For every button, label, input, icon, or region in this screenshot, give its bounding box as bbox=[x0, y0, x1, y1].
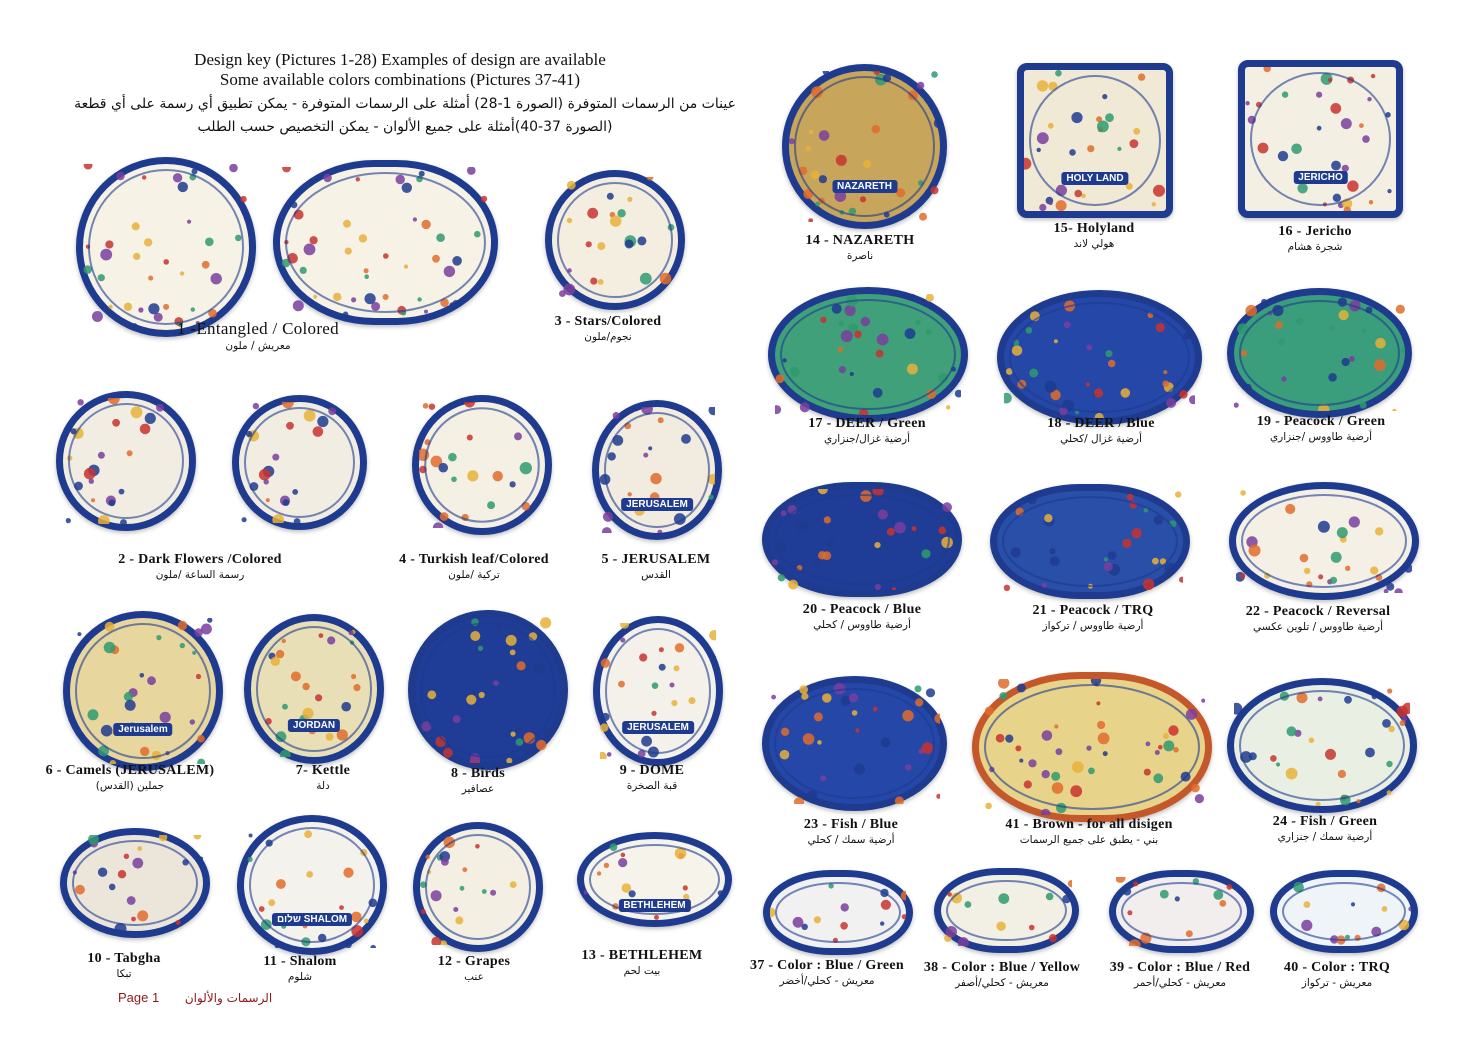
caption-title: 18 - DEER / Blue bbox=[1047, 416, 1155, 431]
caption-6 bbox=[46, 763, 215, 792]
caption-arabic: أرضية طاووس /جنزاري bbox=[1269, 431, 1373, 443]
plate-39 bbox=[1109, 870, 1254, 953]
caption-24 bbox=[1273, 814, 1377, 843]
plate-10 bbox=[60, 828, 210, 938]
caption-18 bbox=[1047, 416, 1154, 445]
plate-19 bbox=[1227, 288, 1412, 418]
caption-title: 3 - Stars/Colored bbox=[554, 314, 662, 329]
caption-arabic: معريش - كحلي/أحمر bbox=[1133, 977, 1227, 989]
plate-pattern bbox=[789, 71, 940, 222]
caption-arabic: رسمة الساعة /ملون bbox=[155, 569, 245, 581]
caption-title: 12 - Grapes bbox=[437, 954, 511, 969]
caption-arabic: أرضية غزال/جنزاري bbox=[823, 433, 911, 445]
plate-16 bbox=[1238, 60, 1403, 218]
caption-arabic: شلوم bbox=[287, 971, 313, 983]
caption-1 bbox=[177, 319, 339, 352]
caption-22 bbox=[1246, 604, 1391, 633]
plate-1-oval bbox=[273, 160, 498, 325]
plate-pattern bbox=[769, 489, 955, 590]
plate-pattern bbox=[600, 623, 716, 759]
plate-pattern bbox=[280, 167, 491, 318]
caption-title: 15- Holyland bbox=[1053, 221, 1135, 236]
caption-16 bbox=[1278, 224, 1352, 253]
plate-pattern bbox=[1234, 685, 1410, 806]
plate-12 bbox=[413, 822, 543, 952]
caption-title: 23 - Fish / Blue bbox=[803, 817, 899, 832]
plate-6 bbox=[63, 611, 223, 771]
plate-pattern bbox=[1236, 489, 1412, 593]
caption-40 bbox=[1284, 960, 1390, 989]
caption-title: 5 - JERUSALEM bbox=[601, 552, 711, 567]
plate-11 bbox=[237, 815, 387, 955]
caption-21 bbox=[1032, 603, 1153, 632]
plate-pattern bbox=[251, 621, 377, 757]
caption-arabic: دلة bbox=[316, 780, 330, 792]
caption-arabic: عصافير bbox=[461, 783, 495, 795]
plate-pattern bbox=[941, 875, 1072, 946]
caption-15 bbox=[1053, 221, 1134, 250]
caption-arabic: عنب bbox=[464, 971, 484, 983]
plate-lettering: JERUSALEM bbox=[622, 721, 694, 734]
caption-title: 10 - Tabgha bbox=[87, 951, 161, 966]
plate-pattern bbox=[979, 679, 1205, 815]
plate-lettering: NAZARETH bbox=[832, 180, 897, 193]
plate-lettering: BETHLEHEM bbox=[618, 899, 690, 912]
caption-9 bbox=[620, 763, 685, 792]
caption-11 bbox=[263, 954, 336, 983]
header-arabic-line-1: عينات من الرسمات المتوفرة (الصورة 1-28) أمثلة على الرسمات المتوفرة - يمكن تطبيق أي رسمة على أي قطعة bbox=[74, 96, 736, 112]
plate-24 bbox=[1227, 678, 1417, 813]
caption-title: 22 - Peacock / Reversal bbox=[1245, 604, 1391, 619]
plate-pattern bbox=[1277, 877, 1411, 946]
caption-title: 41 - Brown - for all disigen bbox=[1005, 817, 1173, 832]
caption-title: 4 - Turkish leaf/Colored bbox=[399, 552, 549, 567]
caption-arabic: أرضية طاووس / كحلي bbox=[813, 619, 911, 631]
caption-arabic: معريش / ملون bbox=[225, 340, 291, 352]
caption-arabic: معريش - تركواز bbox=[1301, 977, 1373, 989]
caption-38 bbox=[924, 960, 1080, 989]
caption-23 bbox=[804, 817, 898, 846]
caption-title: 17 - DEER / Green bbox=[808, 416, 926, 431]
caption-title: 40 - Color : TRQ bbox=[1283, 960, 1391, 975]
caption-arabic: تركية /ملون bbox=[448, 569, 500, 581]
plate-7 bbox=[244, 614, 384, 764]
caption-title: 38 - Color : Blue / Yellow bbox=[923, 960, 1081, 975]
caption-title: 24 - Fish / Green bbox=[1272, 814, 1378, 829]
caption-3 bbox=[555, 314, 662, 343]
caption-39 bbox=[1110, 960, 1250, 989]
plate-pattern bbox=[239, 402, 360, 523]
plate-pattern bbox=[83, 164, 249, 330]
plate-4 bbox=[412, 395, 552, 535]
plate-pattern bbox=[70, 618, 216, 764]
plate-pattern bbox=[997, 491, 1183, 592]
plate-18 bbox=[997, 290, 1202, 425]
caption-arabic: هولي لاند bbox=[1073, 238, 1115, 250]
plate-2 bbox=[56, 391, 196, 531]
plate-23 bbox=[762, 676, 947, 811]
caption-arabic: قبة الصخرة bbox=[626, 780, 678, 792]
plate-lettering: JORDAN bbox=[288, 719, 340, 732]
caption-title: 2 - Dark Flowers /Colored bbox=[118, 552, 282, 567]
plate-9 bbox=[593, 616, 723, 766]
plate-pattern bbox=[244, 822, 380, 948]
caption-arabic: أرضية طاووس / تلوين عكسي bbox=[1252, 621, 1384, 633]
caption-title: 11 - Shalom bbox=[263, 954, 337, 969]
caption-2 bbox=[118, 552, 282, 581]
plate-pattern bbox=[420, 829, 536, 945]
caption-arabic: تبكا bbox=[116, 968, 132, 980]
footer-arabic-title: الرسمات والألوان bbox=[184, 991, 273, 1005]
caption-title: 9 - DOME bbox=[619, 763, 685, 778]
plate-14 bbox=[782, 64, 947, 229]
caption-10 bbox=[87, 951, 160, 980]
plate-2-b bbox=[232, 395, 367, 530]
plate-pattern bbox=[552, 177, 678, 303]
plate-lettering: JERUSALEM bbox=[621, 498, 693, 511]
plate-lettering: HOLY LAND bbox=[1061, 172, 1128, 185]
caption-8 bbox=[451, 766, 505, 795]
plate-pattern bbox=[419, 402, 545, 528]
caption-37 bbox=[750, 958, 904, 987]
plate-1 bbox=[76, 157, 256, 337]
caption-4 bbox=[399, 552, 549, 581]
caption-title: 13 - BETHLEHEM bbox=[581, 948, 703, 963]
plate-38 bbox=[934, 868, 1079, 953]
caption-arabic: جملين (القدس) bbox=[95, 780, 165, 792]
caption-arabic: أرضية طاووس / تركواز bbox=[1042, 620, 1144, 632]
caption-title: 8 - Birds bbox=[450, 766, 506, 781]
plate-41 bbox=[972, 672, 1212, 822]
plate-5 bbox=[592, 400, 722, 540]
plate-13 bbox=[577, 832, 732, 927]
caption-arabic: أرضية سمك / كحلي bbox=[807, 834, 895, 846]
caption-13 bbox=[582, 948, 703, 977]
plate-15 bbox=[1017, 63, 1173, 218]
caption-12 bbox=[438, 954, 511, 983]
plate-21 bbox=[990, 484, 1190, 599]
caption-title: 1 -Entangled / Colored bbox=[177, 319, 339, 338]
plate-17 bbox=[768, 287, 968, 422]
plate-pattern bbox=[1116, 877, 1247, 946]
caption-arabic: أرضية سمك / جنزاري bbox=[1277, 831, 1373, 843]
caption-arabic: أرضية غزال /كحلي bbox=[1060, 433, 1142, 445]
caption-title: 19 - Peacock / Green bbox=[1256, 414, 1386, 429]
plate-8 bbox=[408, 610, 568, 770]
caption-title: 16 - Jericho bbox=[1278, 224, 1352, 239]
caption-7 bbox=[296, 763, 350, 792]
plate-pattern bbox=[770, 877, 906, 948]
caption-17 bbox=[808, 416, 926, 445]
caption-title: 37 - Color : Blue / Green bbox=[750, 958, 904, 973]
caption-arabic: معريش - كحلي/أصفر bbox=[955, 977, 1049, 989]
plate-lettering: JERICHO bbox=[1293, 171, 1347, 184]
caption-arabic: شجرة هشام bbox=[1287, 241, 1343, 253]
plate-20 bbox=[762, 482, 962, 597]
plate-pattern bbox=[769, 683, 940, 804]
plate-pattern bbox=[415, 617, 561, 763]
page-number: Page 1 bbox=[118, 990, 160, 1005]
caption-arabic: بيت لحم bbox=[623, 965, 661, 977]
caption-title: 21 - Peacock / TRQ bbox=[1032, 603, 1154, 618]
caption-5 bbox=[602, 552, 711, 581]
plate-lettering: Jerusalem bbox=[113, 723, 172, 736]
caption-title: 20 - Peacock / Blue bbox=[802, 602, 922, 617]
caption-arabic: ناصرة bbox=[846, 250, 874, 262]
plate-pattern bbox=[1245, 67, 1396, 211]
header-arabic-line-2: (الصورة 37-40)أمثلة على جميع الألوان - يمكن التخصيص حسب الطلب bbox=[197, 119, 613, 135]
plate-pattern bbox=[67, 835, 203, 931]
caption-title: 39 - Color : Blue / Red bbox=[1109, 960, 1251, 975]
page-footer bbox=[118, 990, 272, 1005]
plate-pattern bbox=[775, 294, 961, 415]
plate-pattern bbox=[1234, 295, 1405, 411]
caption-19 bbox=[1257, 414, 1386, 443]
header-line-2: Some available colors combinations (Pictures 37-41) bbox=[219, 70, 581, 89]
caption-title: 6 - Camels (JERUSALEM) bbox=[45, 763, 215, 778]
plate-pattern bbox=[599, 407, 715, 533]
caption-arabic: بني - يطبق على جميع الرسمات bbox=[1019, 834, 1159, 846]
caption-title: 7- Kettle bbox=[295, 763, 351, 778]
caption-title: 14 - NAZARETH bbox=[805, 233, 915, 248]
plate-pattern bbox=[63, 398, 189, 524]
caption-20 bbox=[803, 602, 921, 631]
caption-arabic: معريش - كحلي/أخضر bbox=[779, 975, 875, 987]
plate-37 bbox=[763, 870, 913, 955]
caption-arabic: نجوم/ملون bbox=[584, 331, 632, 343]
header-line-1: Design key (Pictures 1-28) Examples of design are available bbox=[194, 50, 606, 69]
caption-arabic: القدس bbox=[641, 569, 671, 581]
plate-40 bbox=[1270, 870, 1418, 953]
plate-22 bbox=[1229, 482, 1419, 600]
caption-14 bbox=[806, 233, 915, 262]
plate-pattern bbox=[1004, 297, 1195, 418]
plate-3 bbox=[545, 170, 685, 310]
caption-41 bbox=[1005, 817, 1172, 846]
plate-lettering: שלום SHALOM bbox=[272, 913, 352, 926]
plate-pattern bbox=[1024, 70, 1166, 211]
